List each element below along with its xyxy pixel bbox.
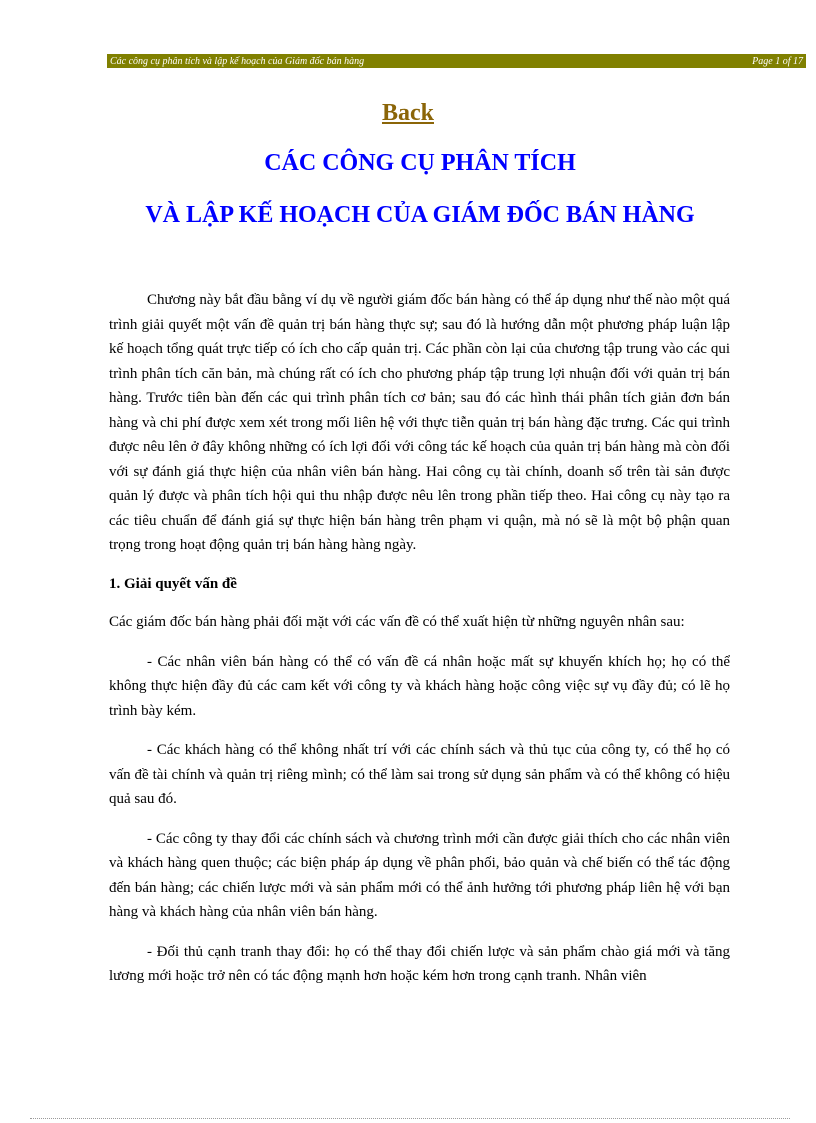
page-header-bar: [107, 54, 806, 68]
bullet-paragraph: - Đối thủ cạnh tranh thay đổi: họ có thể thay đổi chiến lược và sản phẩm chào giá mới và tăng lương mới hoặc trở nên có tác động mạnh hơn hoặc kém hơn trong cạnh tranh. Nhân viên: [109, 943, 730, 984]
document-body: [109, 288, 730, 989]
intro-paragraph: Chương này bắt đầu bằng ví dụ về người giám đốc bán hàng có thể áp dụng như thế nào một quá trình giải quyết một vấn đề quản trị bán hàng thực sự; sau đó là hướng dẫn một phương pháp luận lập kế hoạch tổng quát trực tiếp có ích cho cấp quản trị. Các phần còn lại của chương tập trung vào các qui trình phân tích căn bản, mà chúng rất có ích cho phương pháp tập trung lợi nhuận đối với quản trị bán hàng. Trước tiên bàn đến các qui trình phân tích cơ bản; sau đó các hình thái phân tích giản đơn bán hàng và chi phí được xem xét trong mối liên hệ với thực tiễn quản trị bán hàng đặc trưng. Các qui trình được nêu lên ở đây không những có ích lợi đối với công tác kế hoạch của quản trị bán hàng mà còn đối với sự đánh giá thực hiện của nhân viên bán hàng. Hai công cụ tài chính, doanh số trên tài sản được quản lý được và phân tích hội qui thu nhập được nêu lên trong phần tiếp theo. Hai công cụ này tạo ra các tiêu chuẩn để đánh giá sự thực hiện bán hàng trên phạm vi quận, mà nó sẽ là một bộ phận quan trọng trong hoạt động quản trị bán hàng hàng ngày.: [109, 292, 730, 553]
page-title-line-1: CÁC CÔNG CỤ PHÂN TÍCH: [264, 150, 576, 176]
header-document-title: Các công cụ phân tích và lập kế hoạch của Giám đốc bán hàng: [110, 55, 365, 67]
section-lead-paragraph: Các giám đốc bán hàng phải đối mặt với các vấn đề có thể xuất hiện từ những nguyên nhân sau:: [109, 614, 685, 630]
bullet-paragraph: - Các khách hàng có thể không nhất trí với các chính sách và thủ tục của công ty, có thể họ có vấn đề tài chính và quản trị riêng mình; có thể làm sai trong sử dụng sản phẩm và có thể không có hiệu quả sau đó.: [109, 742, 730, 807]
bullet-paragraph: - Các công ty thay đổi các chính sách và chương trình mới cần được giải thích cho các nhân viên và khách hàng quen thuộc; các biện pháp áp dụng về phân phối, bảo quản và chế biến có thể tác động đến bán hàng; các chiến lược mới và sản phẩm mới có thể ảnh hưởng tới phương pháp liên hệ với bạn hàng và khách hàng của nhân viên bán hàng.: [109, 830, 730, 920]
back-link[interactable]: Back: [381, 100, 434, 126]
page-title-line-2: VÀ LẬP KẾ HOẠCH CỦA GIÁM ĐỐC BÁN HÀNG: [145, 202, 695, 228]
header-page-info: Page 1 of 17: [752, 55, 803, 67]
bullet-paragraph: - Các nhân viên bán hàng có thể có vấn đề cá nhân hoặc mất sự khuyến khích họ; họ có thể không thực hiện đầy đủ các cam kết với công ty và khách hàng hoặc công việc sự vụ đầy đủ; có lẽ họ trình bày kém.: [109, 653, 730, 719]
section-heading: 1. Giải quyết vấn đề: [109, 575, 237, 592]
footer-divider: [30, 1118, 790, 1119]
